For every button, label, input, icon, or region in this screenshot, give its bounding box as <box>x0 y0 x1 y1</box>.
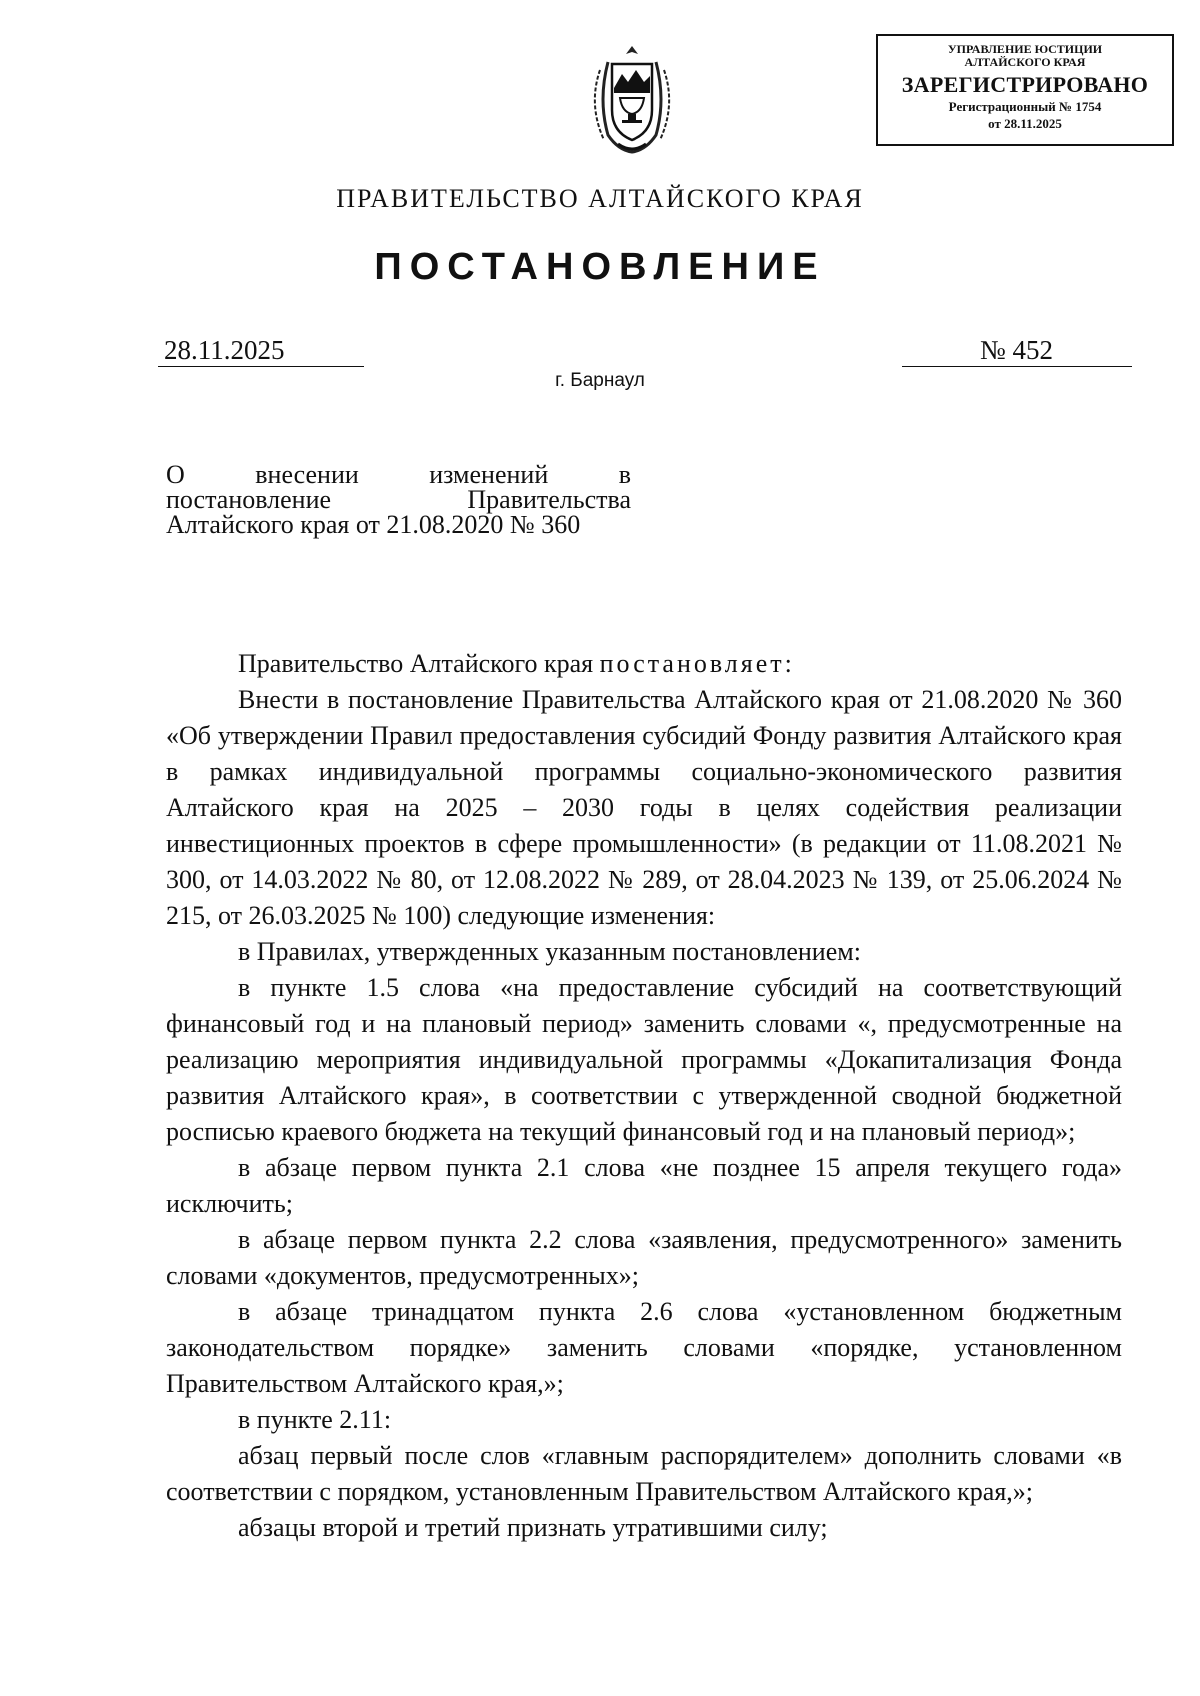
body-paragraph: абзац первый после слов «главным распорядителем» дополнить словами «в соответствии с порядком, установленным Правительством Алтайского края,»; <box>166 1441 1122 1506</box>
subject-line-1: О внесении изменений в <box>166 460 631 489</box>
document-subject <box>166 462 631 537</box>
stamp-registration-date: от 28.11.2025 <box>988 116 1062 131</box>
stamp-authority-line2: АЛТАЙСКОГО КРАЯ <box>964 55 1086 69</box>
body-paragraph: в абзаце тринадцатом пункта 2.6 слова «установленном бюджетным законодательством порядке» заменить словами «порядке, установленном Правительством Алтайского края,»; <box>166 1297 1122 1398</box>
body-paragraph: в абзаце первом пункта 2.1 слова «не позднее 15 апреля текущего года» исключить; <box>166 1153 1122 1218</box>
subject-line-2: постановление Правительства <box>166 485 631 514</box>
body-paragraph: абзацы второй и третий признать утратившими силу; <box>238 1513 828 1542</box>
intro-text: Правительство Алтайского края <box>238 649 600 678</box>
document-body <box>166 646 1122 1546</box>
body-paragraph: в пункте 2.11: <box>238 1405 392 1434</box>
stamp-registration-number: Регистрационный № 1754 <box>948 99 1102 114</box>
document-number: № 452 <box>902 335 1132 367</box>
document-date: 28.11.2025 <box>158 335 364 367</box>
document-city: г. Барнаул <box>555 370 645 391</box>
body-paragraph: в Правилах, утвержденных указанным постановлением: <box>238 937 861 966</box>
body-paragraph: в пункте 1.5 слова «на предоставление субсидий на соответствующий финансовый год и на плановый период» заменить словами «, предусмотренные на реализацию мероприятия индивидуальной программы «Докапитализация Фонда развития Алтайского края», в соответствии с утвержденной сводной бюджетной росписью краевого бюджета на текущий финансовый год и на плановый период»; <box>166 973 1122 1146</box>
body-paragraph: Внести в постановление Правительства Алтайского края от 21.08.2020 № 360 «Об утверждении Правил предоставления субсидий Фонду развития Алтайского края в рамках индивидуальной программы социально-экономического развития Алтайского края на 2025 – 2030 годы в целях содействия реализации инвестиционных проектов в сфере промышленности» (в редакции от 11.08.2021 № 300, от 14.03.2022 № 80, от 12.08.2022 № 289, от 28.04.2023 № 139, от 25.06.2024 № 215, от 26.03.2025 № 100) следующие изменения: <box>166 685 1122 930</box>
document-type-heading: ПОСТАНОВЛЕНИЕ <box>374 246 826 288</box>
body-paragraph: в абзаце первом пункта 2.2 слова «заявления, предусмотренного» заменить словами «документов, предусмотренных»; <box>166 1225 1122 1290</box>
government-title: ПРАВИТЕЛЬСТВО АЛТАЙСКОГО КРАЯ <box>336 184 864 213</box>
intro-decree-word: постановляет: <box>599 649 795 678</box>
stamp-authority-line1: УПРАВЛЕНИЕ ЮСТИЦИИ <box>947 42 1103 56</box>
coat-of-arms-emblem <box>578 40 686 160</box>
subject-line-3: Алтайского края от 21.08.2020 № 360 <box>166 510 581 539</box>
stamp-status: ЗАРЕГИСТРИРОВАНО <box>901 72 1149 97</box>
body-intro <box>166 646 1122 682</box>
registration-stamp <box>876 34 1174 146</box>
